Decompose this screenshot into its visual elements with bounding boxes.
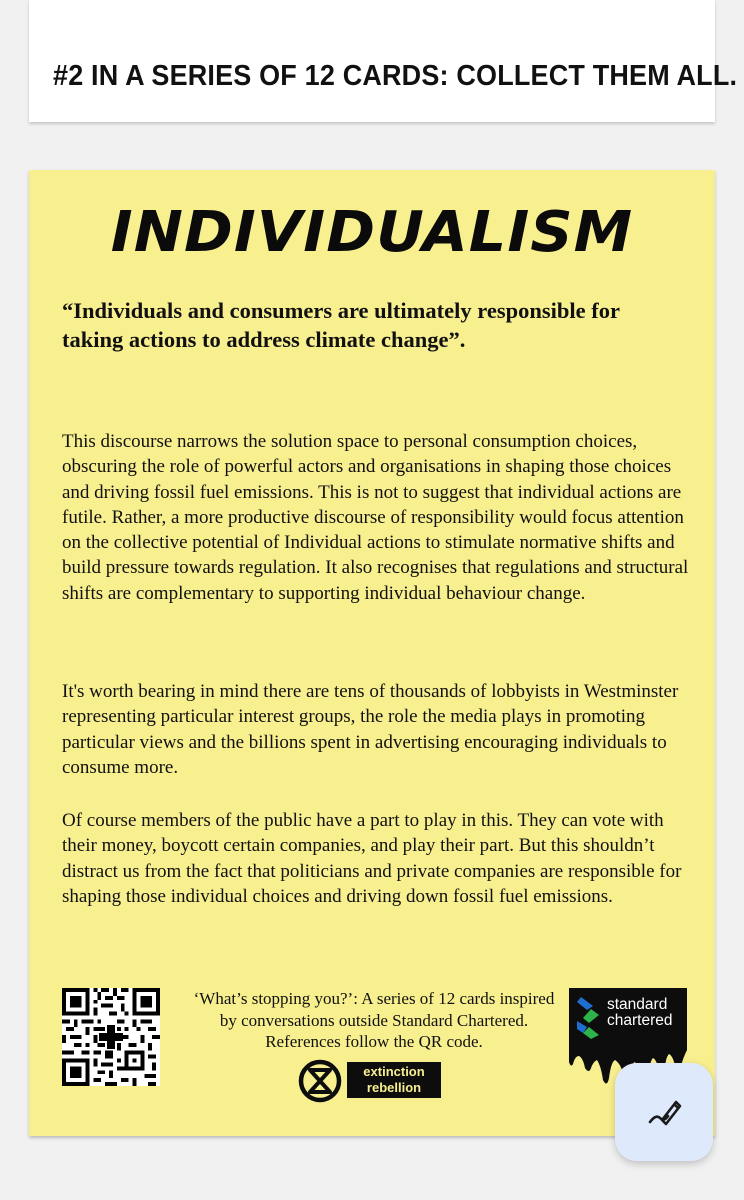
extinction-rebellion-hourglass-icon (297, 1058, 343, 1104)
qr-code-icon[interactable] (62, 988, 160, 1086)
card-paragraph-3: Of course members of the public have a part to play in this. They can vote with their money, boycott certain companies, and play their part. But this shouldn’t distract us from the fact that politicians and private companies are responsible for shaping those individual choices and driving down fossil fuel emissions. (62, 810, 682, 907)
sc-word-2: chartered (607, 1012, 673, 1029)
card-title: INDIVIDUALISM (110, 200, 634, 265)
qr-code-graphic (62, 988, 160, 1086)
compose-button[interactable] (615, 1063, 713, 1161)
standard-chartered-wordmark (607, 997, 672, 1029)
xr-word-2: rebellion (366, 1080, 422, 1095)
series-title: #2 IN A SERIES OF 12 CARDS: COLLECT THEM ALL. (53, 60, 738, 92)
sc-word-1: standard (607, 996, 668, 1013)
series-header-card (29, 0, 738, 122)
extinction-rebellion-wordmark (347, 1062, 441, 1098)
footer-note: ‘What’s stopping you?’: A series of 12 cards inspired by conversations outside Standard Chartered. References follow the QR code. (193, 989, 555, 1051)
xr-word-1: extinction (363, 1064, 425, 1079)
extinction-rebellion-logo (297, 1058, 442, 1104)
card-paragraph-2: It's worth bearing in mind there are tens of thousands of lobbyists in Westminster representing particular interest groups, the role the media plays in promoting particular views and the billions spent in advertising encouraging individuals to consume more. (62, 681, 679, 778)
card-paragraph-1: This discourse narrows the solution space to personal consumption choices, obscuring the role of powerful actors and organisations in shaping those choices and driving fossil fuel emissions. This is not to suggest that individual actions are futile. Rather, a more productive discourse of responsibility would focus attention on the collective potential of Individual actions to stimulate normative shifts and build pressure towards regulation. It also recognises that regulations and structural shifts are complementary to supporting individual behaviour change. (62, 431, 689, 604)
individualism-card (29, 170, 715, 1136)
compose-pen-icon (646, 1094, 682, 1130)
card-quote: “Individuals and consumers are ultimately responsible for taking actions to address climate change”. (62, 298, 620, 352)
